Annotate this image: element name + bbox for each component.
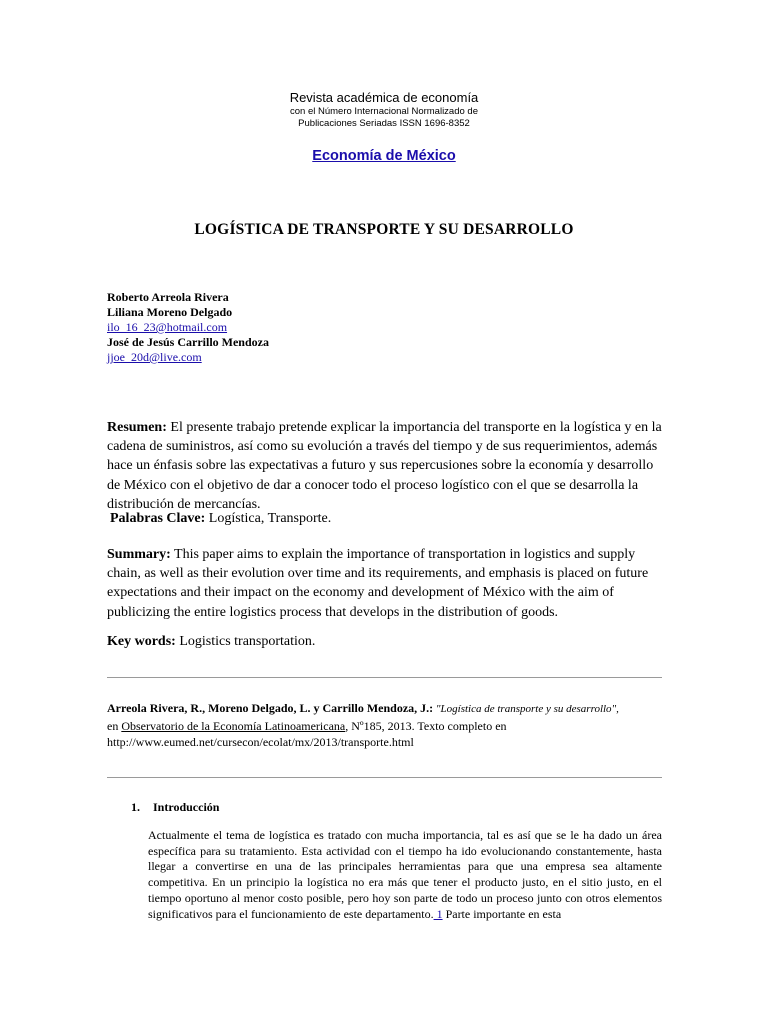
keywords-english: [107, 632, 663, 651]
journal-link[interactable]: Economía de México: [312, 148, 456, 164]
author-name: Liliana Moreno Delgado: [107, 305, 233, 319]
citation-title: "Logística de transporte y su desarrollo",: [433, 703, 619, 715]
citation-observatory-link[interactable]: Observatorio de la Economía Latinoamericana: [121, 718, 346, 733]
journal-name: Revista académica de economía: [289, 90, 479, 105]
abstract-english: [107, 545, 663, 622]
author-email-link[interactable]: jjoe_20d@live.com: [107, 350, 202, 364]
abstract-label: Resumen:: [107, 420, 167, 435]
author-name: José de Jesús Carrillo Mendoza: [107, 335, 269, 349]
keywords-label: Palabras Clave:: [110, 511, 206, 526]
citation-prefix: en: [107, 718, 122, 733]
author-email-link[interactable]: ilo_16_23@hotmail.com: [107, 320, 228, 334]
abstract-spanish: [107, 418, 663, 514]
section-title: Introducción: [153, 800, 220, 814]
body-text: Actualmente el tema de logística es tratado con mucha importancia, tal es así que se le ha dado un área específica para su tratamiento. Esta actividad con el tiempo ha ido evolucionando constantemente, hasta llegar a convertirse en una de las principales herramientas para que una empresa sea altamente competitiva. En un principio la logística no era más que tener el producto justo, en el sitio justo, en el tiempo oportuno al menor costo posible, pero hoy son parte de todo un proceso junto con otros elementos significativos para el funcionamiento de este departamento.: [148, 828, 662, 921]
summary-text: This paper aims to explain the importance of transportation in logistics and supply chain, as well as their evolution over time and its requirements, and emphasis is placed on future expectations and their impact on the economy and development of México with the aim of publicizing the entire logistics process that develops in the distribution of goods.: [107, 547, 649, 620]
divider: [107, 677, 662, 678]
keywords-spanish: [110, 509, 666, 528]
summary-label: Summary:: [107, 547, 171, 562]
abstract-text: El presente trabajo pretende explicar la importancia del transporte en la logística y en la cadena de suministros, así como su evolución a través del tiempo y de sus requerimientos, además hace un énfasis sobre las expectativas a futuro y sus repercusiones sobre la economía y desarrollo de México con el objetivo de dar a conocer todo el proceso logístico con el que se desarrolla la distribución de mercancías.: [107, 420, 662, 512]
citation-authors: Arreola Rivera, R., Moreno Delgado, L. y Carrillo Mendoza, J.:: [107, 701, 434, 715]
section-heading: [131, 800, 219, 815]
article-title: LOGÍSTICA DE TRANSPORTE Y SU DESARROLLO: [194, 221, 574, 238]
keywords-text: Logística, Transporte.: [205, 511, 332, 526]
citation-url: http://www.eumed.net/cursecon/ecolat/mx/2013/transporte.html: [107, 735, 414, 749]
author-name: Roberto Arreola Rivera: [107, 290, 229, 304]
divider: [107, 777, 662, 778]
section-body: [148, 828, 662, 922]
author-block: [107, 290, 269, 365]
issn-line-1: con el Número Internacional Normalizado de: [290, 106, 478, 117]
issn-line-2: Publicaciones Seriadas ISSN 1696-8352: [298, 118, 470, 129]
section-number: 1.: [131, 800, 140, 814]
keywords-text: Logistics transportation.: [175, 634, 316, 649]
citation-suffix: , Nº185, 2013. Texto completo en: [345, 718, 507, 733]
keywords-label: Key words:: [107, 634, 176, 649]
citation-block: [107, 700, 663, 751]
footnote-link[interactable]: 1: [433, 906, 443, 921]
body-text-continued: Parte importante en esta: [442, 906, 562, 921]
